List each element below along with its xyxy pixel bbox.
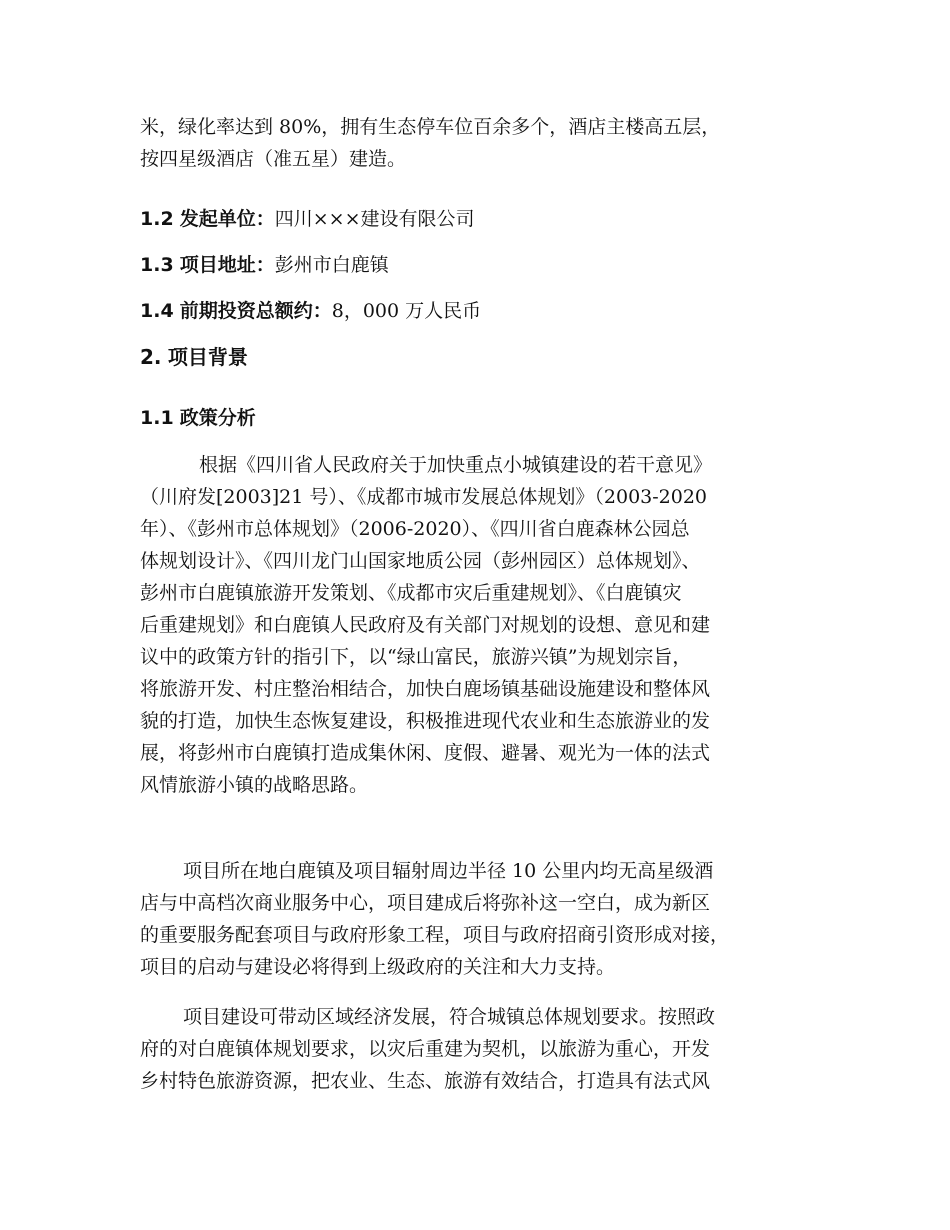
text-line: 米，绿化率达到 80%，拥有生态停车位百余多个，酒店主楼高五层， — [140, 116, 721, 138]
text-line: 府的对白鹿镇体规划要求，以灾后重建为契机，以旅游为重心，开发 — [140, 1038, 711, 1060]
text-line: 根据《四川省人民政府关于加快重点小城镇建设的若干意见》 — [180, 454, 713, 476]
item-investment — [140, 295, 481, 327]
paragraph — [140, 1001, 820, 1097]
intro-paragraph — [140, 111, 820, 175]
subsection-title: 政策分析 — [179, 407, 256, 429]
item-number: 1.2 — [140, 208, 174, 230]
item-value: 8，000 万人民币 — [331, 300, 482, 322]
subsection-heading — [140, 402, 256, 434]
paragraph — [140, 855, 820, 983]
item-number: 1.4 — [140, 300, 174, 322]
text-line: 将旅游开发、村庄整治相结合，加快白鹿场镇基础设施建设和整体风 — [140, 678, 711, 700]
item-number: 1.3 — [140, 254, 174, 276]
text-line: 后重建规划》和白鹿镇人民政府及有关部门对规划的设想、意见和建 — [140, 614, 711, 636]
text-line: （川府发[2003]21 号）、《成都市城市发展总体规划》（2003-2020 — [140, 486, 708, 508]
item-address — [140, 249, 389, 281]
item-value: 彭州市白鹿镇 — [274, 254, 389, 276]
section-heading — [140, 341, 248, 373]
item-value: 四川×××建设有限公司 — [274, 208, 475, 230]
item-label: 项目地址： — [179, 254, 275, 276]
text-line: 店与中高档次商业服务中心，项目建成后将弥补这一空白，成为新区 — [140, 892, 711, 914]
subsection-number: 1.1 — [140, 407, 174, 429]
text-line: 的重要服务配套项目与政府形象工程，项目与政府招商引资形成对接， — [140, 924, 730, 946]
text-line: 彭州市白鹿镇旅游开发策划、《成都市灾后重建规划》、《白鹿镇灾 — [140, 582, 682, 604]
text-line: 风情旅游小镇的战略思路。 — [140, 774, 369, 796]
paragraph — [140, 449, 820, 801]
text-line: 乡村特色旅游资源，把农业、生态、旅游有效结合，打造具有法式风 — [140, 1070, 711, 1092]
section-title: 项目背景 — [167, 345, 248, 369]
text-line: 年）、《彭州市总体规划》（2006-2020）、《四川省白鹿森林公园总 — [140, 518, 690, 540]
text-line: 议中的政策方针的指引下，以“绿山富民，旅游兴镇”为规划宗旨， — [140, 646, 692, 668]
item-sponsor — [140, 203, 475, 235]
text-line: 按四星级酒店（准五星）建造。 — [140, 148, 407, 170]
text-line: 展，将彭州市白鹿镇打造成集休闲、度假、避暑、观光为一体的法式 — [140, 742, 711, 764]
text-line underline-line: 项目的启动与建设必将得到上级政府的关注和大力支持。 — [140, 956, 616, 978]
section-number: 2. — [140, 345, 162, 369]
item-label: 发起单位： — [179, 208, 275, 230]
text-line: 项目建设可带动区域经济发展，符合城镇总体规划要求。按照政 — [164, 1006, 716, 1028]
text-line: 貌的打造，加快生态恢复建设，积极推进现代农业和生态旅游业的发 — [140, 710, 711, 732]
text-line: 项目所在地白鹿镇及项目辐射周边半径 10 公里内均无高星级酒 — [164, 860, 714, 882]
text-line: 体规划设计》、《四川龙门山国家地质公园（彭州园区）总体规划》、 — [140, 550, 701, 572]
item-label: 前期投资总额约： — [179, 300, 332, 322]
